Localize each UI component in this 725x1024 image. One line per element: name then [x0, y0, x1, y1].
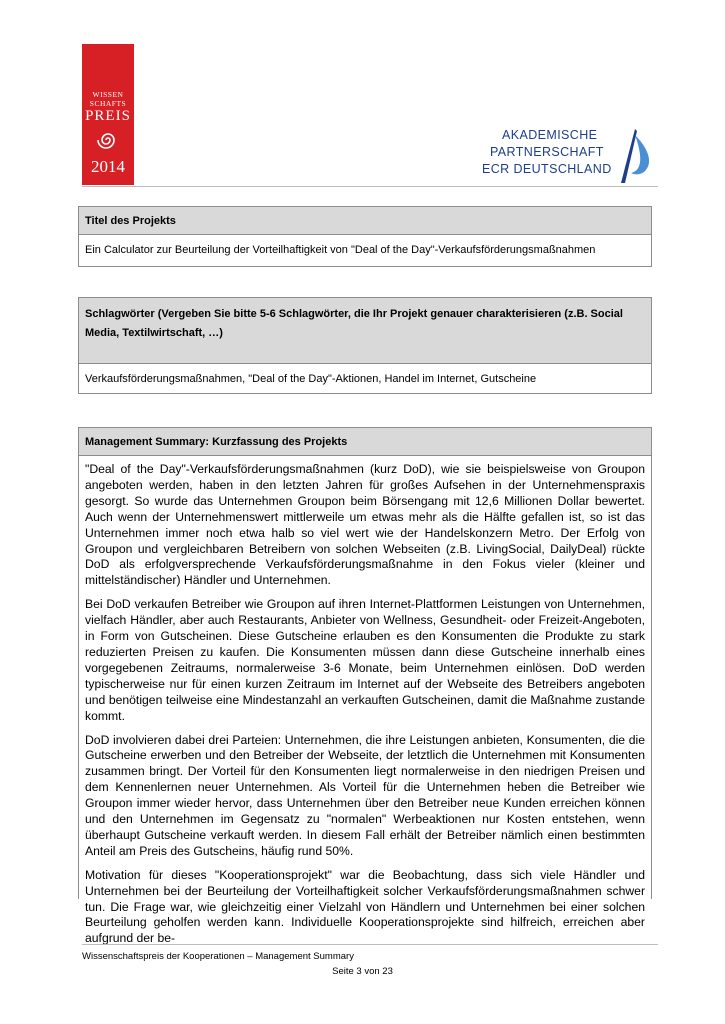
logo-line-2: SCHAFTS: [89, 99, 127, 108]
logo-right-line-1: AKADEMISCHE: [502, 128, 598, 142]
logo-year: 2014: [91, 157, 125, 176]
summary-paragraph: "Deal of the Day"-Verkaufsförderungsmaßnahmen (kurz DoD), wie sie beispielsweise von Groupon angeboten werden, haben in den letzten Jahren für großes Aufsehen in der Unternehmenspraxis gesorgt. So wurde das Unternehmen Groupon beim Börsengang mit 12,6 Millionen Dollar bewertet. Auch wenn der Unternehmenswert mittlerweile um etwas mehr als die Hälfte gefallen ist, so ist das Unternehmen immer noch etwa halb so viel wert wie der Handelskonzern Metro. Der Erfolg von Groupon und vergleichbaren Betreibern von solchen Webseiten (z.B. LivingSocial, DailyDeal) rückte DoD als erfolgversprechende Verkaufsförderungsmaßnahme in den Fokus vieler (kleiner und mittelständischer) Händler und Unternehmen.: [85, 462, 645, 588]
page-number: Seite 3 von 23: [332, 966, 393, 977]
keywords-header: [79, 298, 651, 364]
logo-right-line-2: PARTNERSCHAFT: [490, 145, 604, 159]
summary-paragraph: Bei DoD verkaufen Betreiber wie Groupon auf ihren Internet-Plattformen Leistungen von Unternehmen, vielfach Händler, aber auch Restaurants, Anbieter von Wellness, Gesundheit- oder Freizeit-Angeboten, in Form von Gutscheinen. Diese Gutscheine erlauben es den Konsumenten die Produkte zu stark reduzierten Preisen zu kaufen. Die Konsumenten müssen dann diese Gutscheine innerhalb eines vorgegebenen Zeitraums, normalerweise 3-6 Monate, beim Unternehmen einlösen. DoD werden typischerweise nur für einen kurzen Zeitraum im Internet auf der Webseite des Betreibers angeboten und benötigen teilweise eine Mindestanzahl an verkauften Gutscheinen, damit die Maßnahme zustande kommt.: [85, 597, 645, 723]
summary-paragraph: Motivation für dieses "Kooperationsprojekt" war die Beobachtung, dass sich viele Händler und Unternehmen bei der Beurteilung der Vorteilhaftigkeit solcher Verkaufsförderungsmaßnahmen schwer tun. Die Frage war, wie gleichzeitig einer Vielzahl von Händlern und Unternehmen bei einer solchen Beurteilung geholfen werden kann. Individuelle Kooperationsprojekte sind hilfreich, erreichen aber aufgrund der be-: [85, 867, 645, 946]
management-summary-header: Management Summary: Kurzfassung des Projekts: [79, 428, 651, 456]
project-title-header: Titel des Projekts: [79, 207, 651, 235]
management-summary-body: [79, 456, 651, 947]
project-title-value: Ein Calculator zur Beurteilung der Vorteilhaftigkeit von "Deal of the Day"-Verkaufsförderungsmaßnahmen: [85, 244, 596, 256]
spiral-icon: [97, 127, 119, 153]
logo-line-1: WISSEN: [92, 90, 124, 99]
keywords-value: Verkaufsförderungsmaßnahmen, "Deal of the Day"-Aktionen, Handel im Internet, Gutscheine: [85, 373, 537, 385]
summary-paragraph: DoD involvieren dabei drei Parteien: Unternehmen, die ihre Leistungen anbieten, Konsumenten, die die Gutscheine erwerben und den Betreiber der Webseite, der letztlich die Unternehmen mit Konsumenten zusammen bringt. Der Vorteil für den Konsumenten liegt normalerweise in den niedrigen Preisen und dem Kennenlernen neuer Unternehmen. Als Vorteil für die Unternehmen heben die Betreiber wie Groupon immer wieder hervor, dass Unternehmen über den Betreiber neue Kunden erreichen können und den Unternehmen im Gegensatz zu "normalen" Werbeaktionen nur Kosten entstehen, wenn überhaupt Gutscheine verkauft werden. In diesem Fall erhält der Betreiber nämlich einen bestimmten Anteil am Preis des Gutscheins, häufig rund 50%.: [85, 732, 645, 858]
project-title-section: [78, 206, 652, 267]
logo-line-3: PREIS: [85, 108, 131, 124]
akademische-partnerschaft-logo: [482, 124, 657, 186]
footer-divider: [82, 944, 658, 945]
keywords-header-line-2: Media, Textilwirtschaft, …): [85, 327, 223, 339]
keywords-header-line-1: Schlagwörter (Vergeben Sie bitte 5-6 Schlagwörter, die Ihr Projekt genauer charakterisieren (z.B. Social: [85, 308, 623, 320]
footer-text: Wissenschaftspreis der Kooperationen – Management Summary: [82, 951, 354, 962]
keywords-section: [78, 297, 652, 394]
wissenschaftspreis-logo: [82, 44, 134, 185]
management-summary-section: [78, 427, 652, 946]
logo-right-line-3: ECR DEUTSCHLAND: [482, 162, 612, 176]
sail-swoosh-icon: [605, 127, 655, 185]
header-divider: [82, 186, 658, 187]
